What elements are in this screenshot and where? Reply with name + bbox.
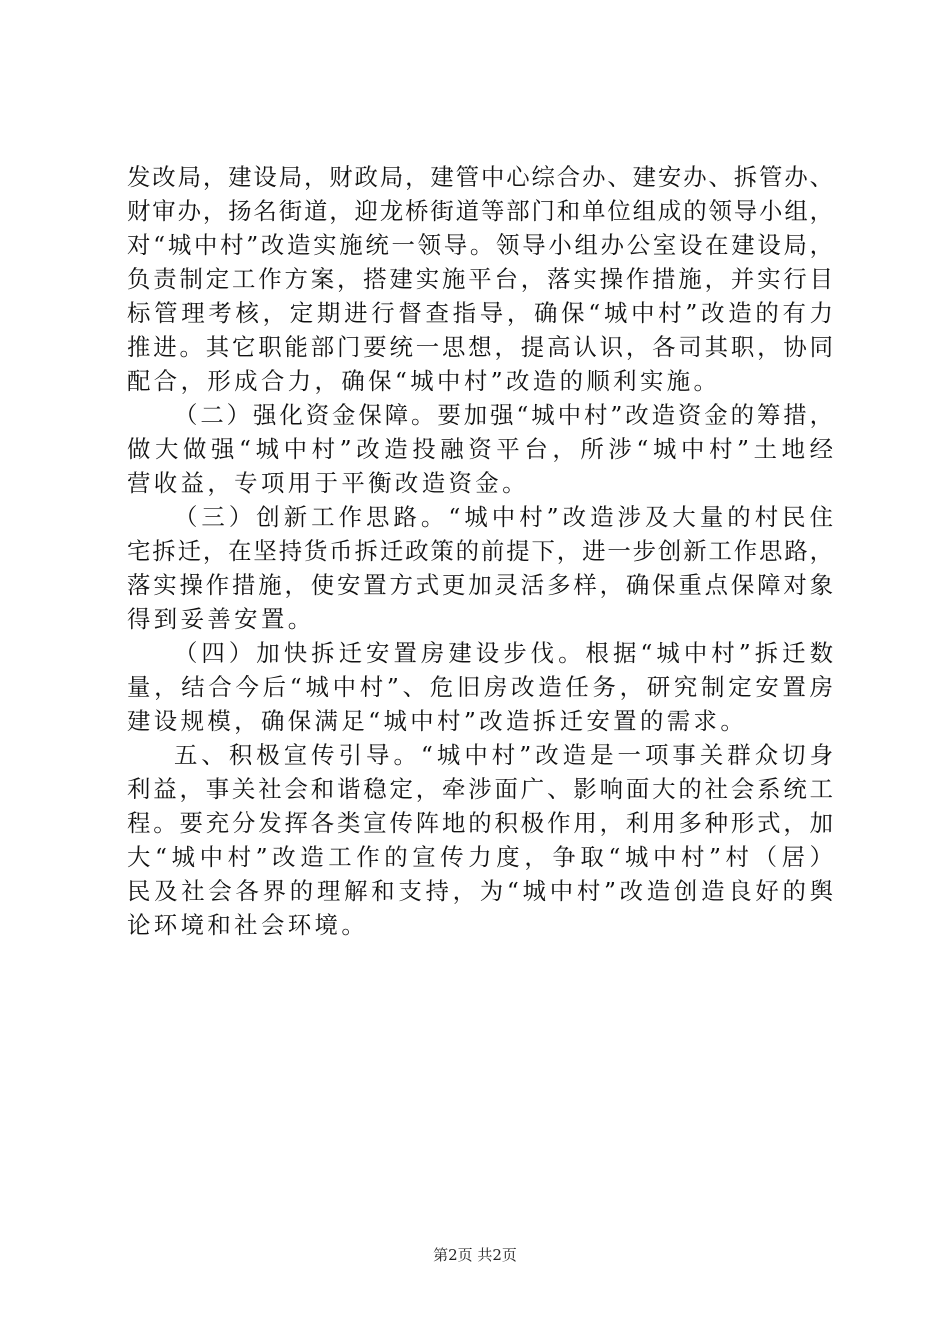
text-line: 对“城中村”改造实施统一领导。领导小组办公室设在建设局，	[127, 231, 833, 259]
text-line: 负责制定工作方案，搭建实施平台，落实操作措施，并实行目	[127, 265, 833, 293]
text-line: 宅拆迁，在坚持货币拆迁政策的前提下，进一步创新工作思路，	[127, 537, 833, 565]
page-number-footer: 第2页 共2页	[433, 1246, 517, 1264]
text-line: 发改局，建设局，财政局，建管中心综合办、建安办、拆管办、	[127, 163, 833, 191]
text-line: 做大做强“城中村”改造投融资平台，所涉“城中村”土地经	[127, 435, 833, 463]
text-line: 利益，事关社会和谐稳定，牵涉面广、影响面大的社会系统工	[127, 775, 833, 803]
text-line: 标管理考核，定期进行督查指导，确保“城中村”改造的有力	[127, 299, 833, 327]
text-line: 大“城中村”改造工作的宣传力度，争取“城中村”村（居）	[127, 843, 833, 871]
document-body	[127, 160, 833, 942]
text-line: 论环境和社会环境。	[127, 911, 369, 939]
text-line: 得到妥善安置。	[127, 605, 315, 633]
text-line: 建设规模，确保满足“城中村”改造拆迁安置的需求。	[127, 707, 748, 735]
text-line: 民及社会各界的理解和支持，为“城中村”改造创造良好的舆	[127, 877, 833, 905]
text-line: 程。要充分发挥各类宣传阵地的积极作用，利用多种形式，加	[127, 809, 833, 837]
text-line: 营收益，专项用于平衡改造资金。	[127, 469, 529, 497]
text-line: 推进。其它职能部门要统一思想，提高认识，各司其职，协同	[127, 333, 833, 361]
text-line: 配合，形成合力，确保“城中村”改造的顺利实施。	[127, 367, 721, 395]
text-line: 五、积极宣传引导。“城中村”改造是一项事关群众切身	[174, 741, 833, 769]
text-line: 量，结合今后“城中村”、危旧房改造任务，研究制定安置房	[127, 673, 833, 701]
text-line: （二）强化资金保障。要加强“城中村”改造资金的筹措，	[174, 401, 833, 429]
text-line: （三）创新工作思路。“城中村”改造涉及大量的村民住	[174, 503, 833, 531]
text-line: 财审办，扬名街道，迎龙桥街道等部门和单位组成的领导小组，	[127, 197, 833, 225]
text-line: （四）加快拆迁安置房建设步伐。根据“城中村”拆迁数	[174, 639, 833, 667]
text-line: 落实操作措施，使安置方式更加灵活多样，确保重点保障对象	[127, 571, 833, 599]
